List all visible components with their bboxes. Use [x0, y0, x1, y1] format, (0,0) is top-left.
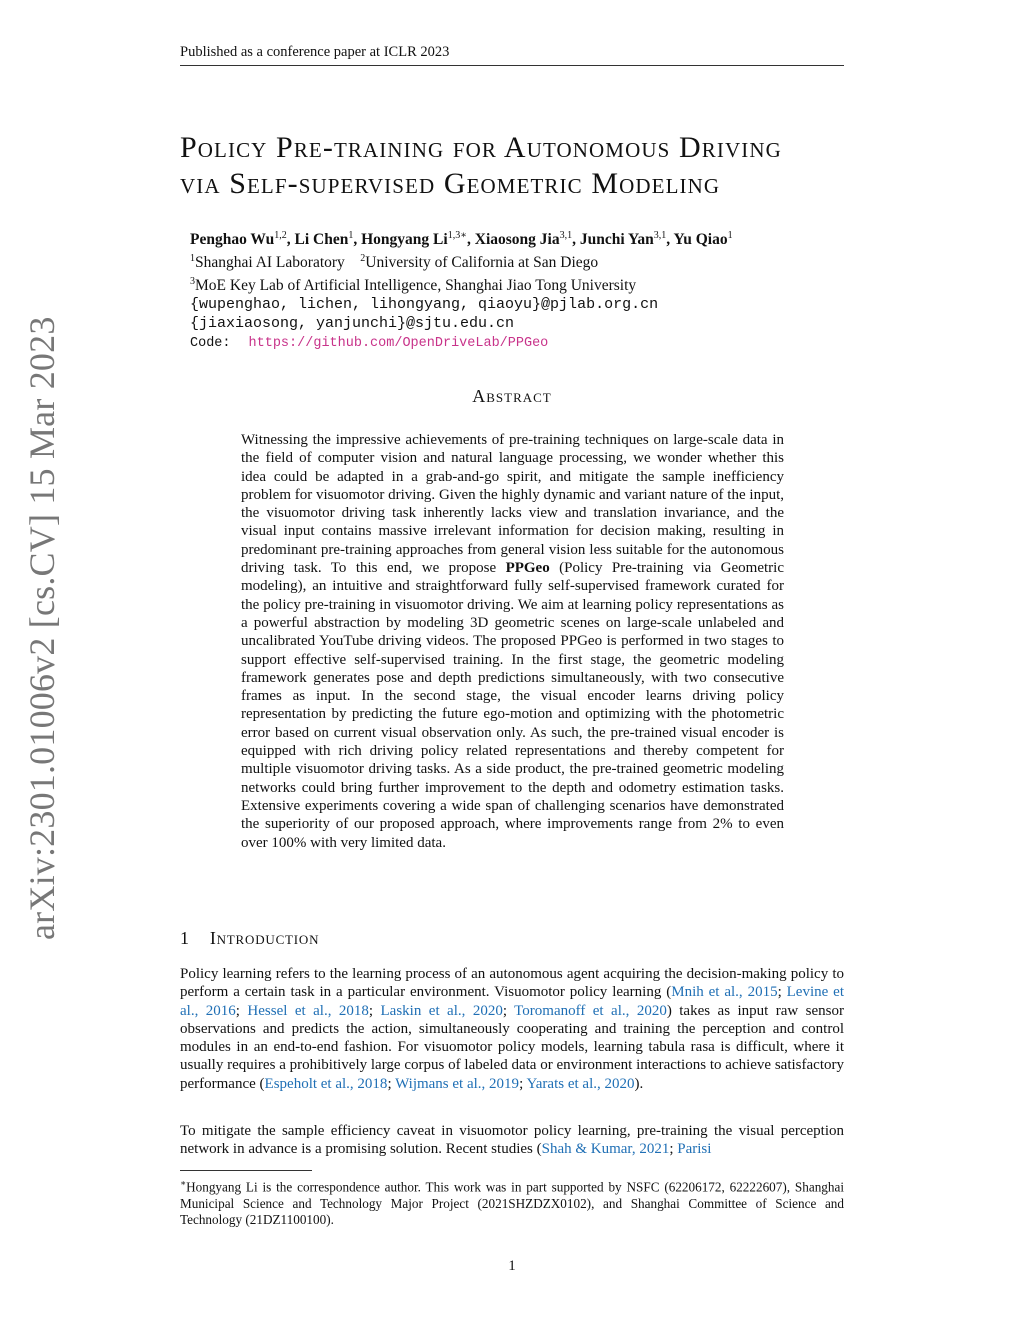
- citation-link[interactable]: Yarats et al., 2020: [526, 1075, 635, 1092]
- author-name: Penghao Wu: [190, 231, 275, 249]
- affiliation-line: [190, 249, 850, 272]
- footnote-text: Hongyang Li is the correspondence author. This work was in part supported by NSFC (62206172, 62222607), Shanghai Municipal Science and Technology Major Project (2021SHZDZX0102), and Shanghai Committee of Science and Technology (21DZ1100100).: [180, 1179, 844, 1228]
- title-line-2: via Self-supervised Geometric Modeling: [180, 167, 721, 200]
- author-name: Yu Qiao: [673, 231, 728, 249]
- citation-link[interactable]: Espeholt et al., 2018: [264, 1075, 388, 1092]
- paragraph-text: To mitigate the sample efficiency caveat in visuomotor policy learning, pre-training the visual perception network in advance is a promising solution. Recent studies (: [180, 1123, 844, 1158]
- citation-link[interactable]: Parisi: [677, 1141, 712, 1158]
- citation-link[interactable]: Shah & Kumar, 2021: [541, 1141, 670, 1158]
- abstract-body: [241, 431, 784, 852]
- email-line: {jiaxiaosong, yanjunchi}@sjtu.edu.cn: [190, 315, 515, 333]
- citation-link[interactable]: Hessel et al., 2018: [247, 1002, 369, 1019]
- section-heading-introduction: [180, 928, 339, 949]
- code-url-link[interactable]: https://github.com/OpenDriveLab/PPGeo: [248, 336, 549, 352]
- section-title: Introduction: [209, 928, 320, 948]
- intro-paragraph-2: [180, 1122, 844, 1159]
- abstract-text: Witnessing the impressive achievements of pre-training techniques on large-scale data in the field of computer vision and natural language processing, we wonder whether this idea could be adapted in a grab-and-go spirit, and mitigate the sample inefficiency problem for visuomotor driving. Given the highly dynamic and variant nature of the input, the visuomotor driving task inherently lacks view and translation invariance, and the visual input contains massive irrelevant information for decision making, resulting in predominant pre-training approaches from general vision less suitable for the autonomous driving task. To this end, we propose: [241, 432, 784, 577]
- paragraph-text: Policy learning refers to the learning process of an autonomous agent acquiring the decision-making policy to perform a certain task in a particular environment. Visuomotor policy learning (: [180, 966, 844, 1001]
- affiliation-mark: 3,1: [653, 230, 667, 241]
- citation-link[interactable]: Toromanoff et al., 2020: [514, 1002, 667, 1019]
- citation-link[interactable]: Laskin et al., 2020: [380, 1002, 503, 1019]
- affiliation-mark: 1: [727, 230, 733, 241]
- page-number: 1: [508, 1258, 516, 1274]
- author-name: Hongyang Li: [361, 231, 448, 249]
- intro-paragraph-1: [180, 965, 844, 1093]
- affiliation-number: 3: [190, 276, 195, 288]
- separator: ;: [235, 1002, 248, 1019]
- affiliation-line: [190, 272, 850, 295]
- affiliation: University of California at San Diego: [365, 254, 599, 272]
- author-block: [190, 226, 850, 353]
- affiliation-number: 1: [190, 253, 195, 265]
- separator: ;: [519, 1075, 527, 1092]
- affiliation-mark: 3,1: [559, 230, 573, 241]
- separator: ;: [669, 1141, 678, 1158]
- author-name: Junchi Yan: [579, 231, 654, 249]
- separator: ;: [777, 984, 787, 1001]
- code-line: [190, 333, 850, 353]
- running-header: Published as a conference paper at ICLR 2023: [180, 44, 844, 66]
- paper-title: [180, 130, 860, 202]
- footnote-mark: ∗: [460, 230, 467, 241]
- author-names: Penghao Wu$^{1,2}$, Li Chen$^1$, Hongyang $Li^{1,3∗}$, Xiaosong Jia$^{3,1}$, Junchi Yan$^{3,1}$, Yu Qiao$^1$: [190, 230, 733, 249]
- footnote-mark: ∗: [180, 1178, 187, 1188]
- method-name: PPGeo: [505, 560, 550, 577]
- citation-link[interactable]: Wijmans et al., 2019: [395, 1075, 520, 1092]
- footnote: [180, 1175, 844, 1229]
- affiliation: Shanghai AI Laboratory: [195, 254, 345, 272]
- abstract-heading: Abstract: [472, 386, 552, 406]
- affiliation-mark: 1,2: [274, 230, 287, 241]
- affiliation-mark: 1,3: [447, 230, 461, 241]
- affiliation-number: 2: [360, 253, 366, 265]
- abstract-text: (Policy Pre-training via Geometric modeling), an intuitive and straightforward fully self-supervised framework curated for the policy pre-training in visuomotor driving. We aim at learning policy representations as a powerful abstraction by modeling 3D geometric scenes on large-scale unlabeled and uncalibrated YouTube driving videos. The proposed PPGeo is performed in two stages to support effective self-supervised training. In the first stage, the geometric modeling framework generates pose and depth predictions simultaneously, with two consecutive frames as input. In the second stage, the visual encoder learns driving policy representation by predicting the future ego-motion and optimizing with the photometric error based on current visual observation only. As such, the pre-trained visual encoder is equipped with rich driving policy related representations and thereby competent for multiple visuomotor driving tasks. As a side product, the pre-trained geometric modeling networks could bring further improvement to the depth and odometry estimation tasks. Extensive experiments covering a wide span of challenging scenarios have demonstrated the superiority of our proposed approach, where improvements range from 2% to even over 100% with very limited data.: [241, 560, 784, 851]
- arxiv-identifier: arXiv:2301.01006v2 [cs.CV] 15 Mar 2023: [22, 316, 62, 940]
- author-name: Li Chen: [294, 231, 349, 249]
- separator: ;: [387, 1075, 396, 1092]
- paragraph-text: ).: [634, 1075, 644, 1092]
- citation-link[interactable]: Mnih et al., 2015: [671, 984, 778, 1001]
- affiliation: MoE Key Lab of Artificial Intelligence, Shanghai Jiao Tong University: [195, 277, 637, 295]
- code-label: Code:: [190, 336, 231, 352]
- section-number: 1: [180, 928, 190, 948]
- separator: ;: [368, 1002, 381, 1019]
- paragraph-text: ) takes as input raw sensor observations and predicts the action, simultaneously cooperating and training the perception and control modules in an end-to-end fashion. For visuomotor policy models, learning tabula rasa is difficult, where it usually requires a prohibitively large corpus of labeled data or environment interactions to achieve satisfactory performance (: [180, 1002, 845, 1092]
- footnote-divider: [180, 1170, 312, 1171]
- citation-link[interactable]: Levine et al., 2016: [180, 984, 845, 1019]
- email-line: {wupenghao, lichen, lihongyang, qiaoyu}@pjlab.org.cn: [190, 296, 659, 314]
- author-name: Xiaosong Jia: [474, 231, 560, 249]
- separator: ;: [502, 1002, 515, 1019]
- title-line-1: Policy Pre-training for Autonomous Driving: [180, 131, 782, 164]
- affiliation-mark: 1: [348, 230, 354, 241]
